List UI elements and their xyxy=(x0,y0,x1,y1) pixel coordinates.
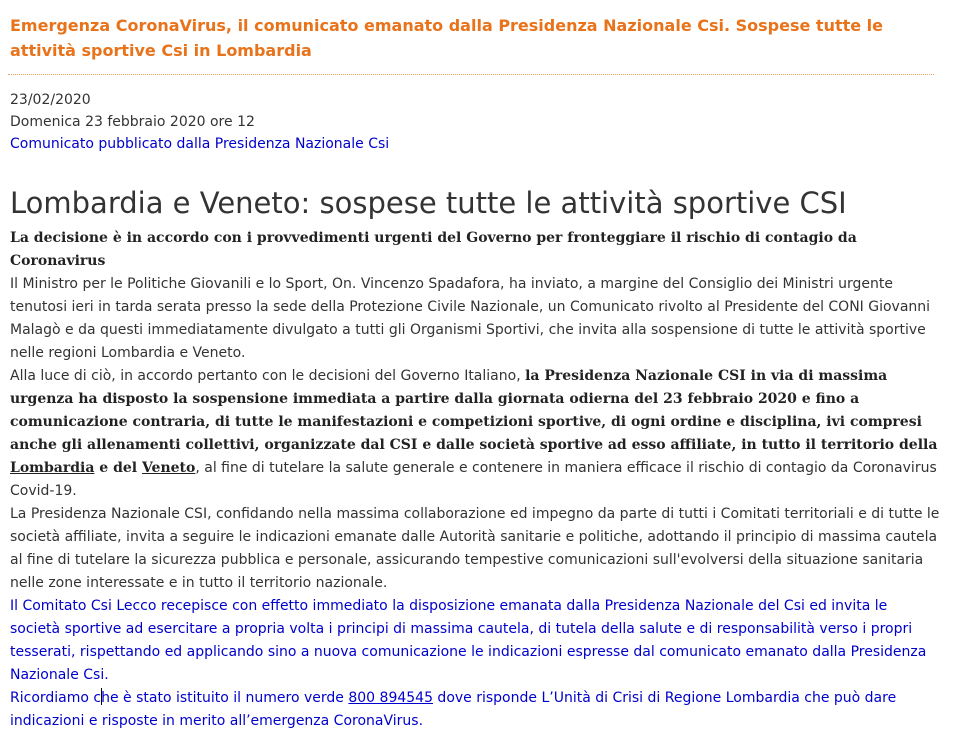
article-date: 23/02/2020 xyxy=(10,92,91,108)
article-body xyxy=(10,227,940,733)
page-headline: Emergenza CoronaVirus, il comunicato emanato dalla Presidenza Nazionale Csi. Sospese tutte le attività sportive Csi in Lombardia xyxy=(10,16,884,60)
paragraph-2-intro: Alla luce di ciò, in accordo pertanto con le decisioni del Governo Italiano, xyxy=(10,368,526,384)
paragraph-2-rest: , al fine di tutelare la salute generale e contenere in maniera efficace il rischio di contagio da Coronavirus Covid-19. xyxy=(10,460,937,499)
paragraph-5 xyxy=(10,687,940,733)
article-subtitle: La decisione è in accordo con i provvedimenti urgenti del Governo per fronteggiare il rischio di contagio da Coronavirus xyxy=(10,230,857,269)
headline-divider xyxy=(8,74,934,75)
paragraph-2-and: e del xyxy=(94,460,142,476)
paragraph-5-mid: he è stato istituito il numero verde xyxy=(101,690,349,706)
article-title: Lombardia e Veneto: sospese tutte le attività sportive CSI xyxy=(10,186,847,220)
lombardia-link[interactable]: Lombardia xyxy=(10,460,95,476)
veneto-link[interactable]: Veneto xyxy=(141,460,196,476)
source-link[interactable]: Comunicato pubblicato dalla Presidenza Nazionale Csi xyxy=(10,136,390,152)
paragraph-1: Il Ministro per le Politiche Giovanili e lo Sport, On. Vincenzo Spadafora, ha inviato, a margine del Consiglio dei Ministri urgente tenutosi ieri in tarda serata presso la sede della Protezione Civile Nazionale, un Comunicato rivolto al Presidente del CONI Giovanni Malagò e da questi immediatamente divulgato a tutti gli Organismi Sportivi, che invita alla sospensione di tutte le attività sportive nelle regioni Lombardia e Veneto. xyxy=(10,276,931,361)
paragraph-2-bold-text: la Presidenza Nazionale CSI in via di massima urgenza ha disposto la sospensione immediata a partire dalla giornata odierna del 23 febbraio 2020 e fino a comunicazione contraria, di tutte le manifestazioni e competizioni sportive, di ogni ordine e disciplina, ivi compresi anche gli allenamenti collettivi, organizzate dal CSI e dalle società sportive ad esso affiliate, in tutto il territorio della xyxy=(10,368,938,453)
paragraph-2 xyxy=(10,365,940,503)
paragraph-3: La Presidenza Nazionale CSI, confidando nella massima collaborazione ed impegno da parte di tutti i Comitati territoriali e di tutte le società affiliate, invita a seguire le indicazioni emanate dalle Autorità sanitarie e politiche, adottando il principio di massima cautela al fine di tutelare la sicurezza pubblica e personale, assicurando tempestive comunicazioni sull'evolversi della situazione sanitaria nelle zone interessate e in tutto il territorio nazionale. xyxy=(10,506,940,591)
paragraph-5-start: Ricordiamo c xyxy=(10,690,102,706)
article-meta xyxy=(10,89,940,155)
article-day-time: Domenica 23 febbraio 2020 ore 12 xyxy=(10,114,255,130)
phone-number-link[interactable]: 800 894545 xyxy=(348,690,433,706)
paragraph-4: Il Comitato Csi Lecco recepisce con effetto immediato la disposizione emanata dalla Presidenza Nazionale del Csi ed invita le società sportive ad esercitare a propria volta i principi di massima cautela, di tutela della salute e di responsabilità verso i propri tesserati, rispettando ed applicando sino a nuova comunicazione le indicazioni espresse dal comunicato emanato dalla Presidenza Nazionale Csi. xyxy=(10,598,927,683)
paragraph-5-end: dove risponde L’Unità di Crisi di Regione Lombardia che può dare indicazioni e risposte in merito all’emergenza CoronaVirus. xyxy=(10,690,897,729)
